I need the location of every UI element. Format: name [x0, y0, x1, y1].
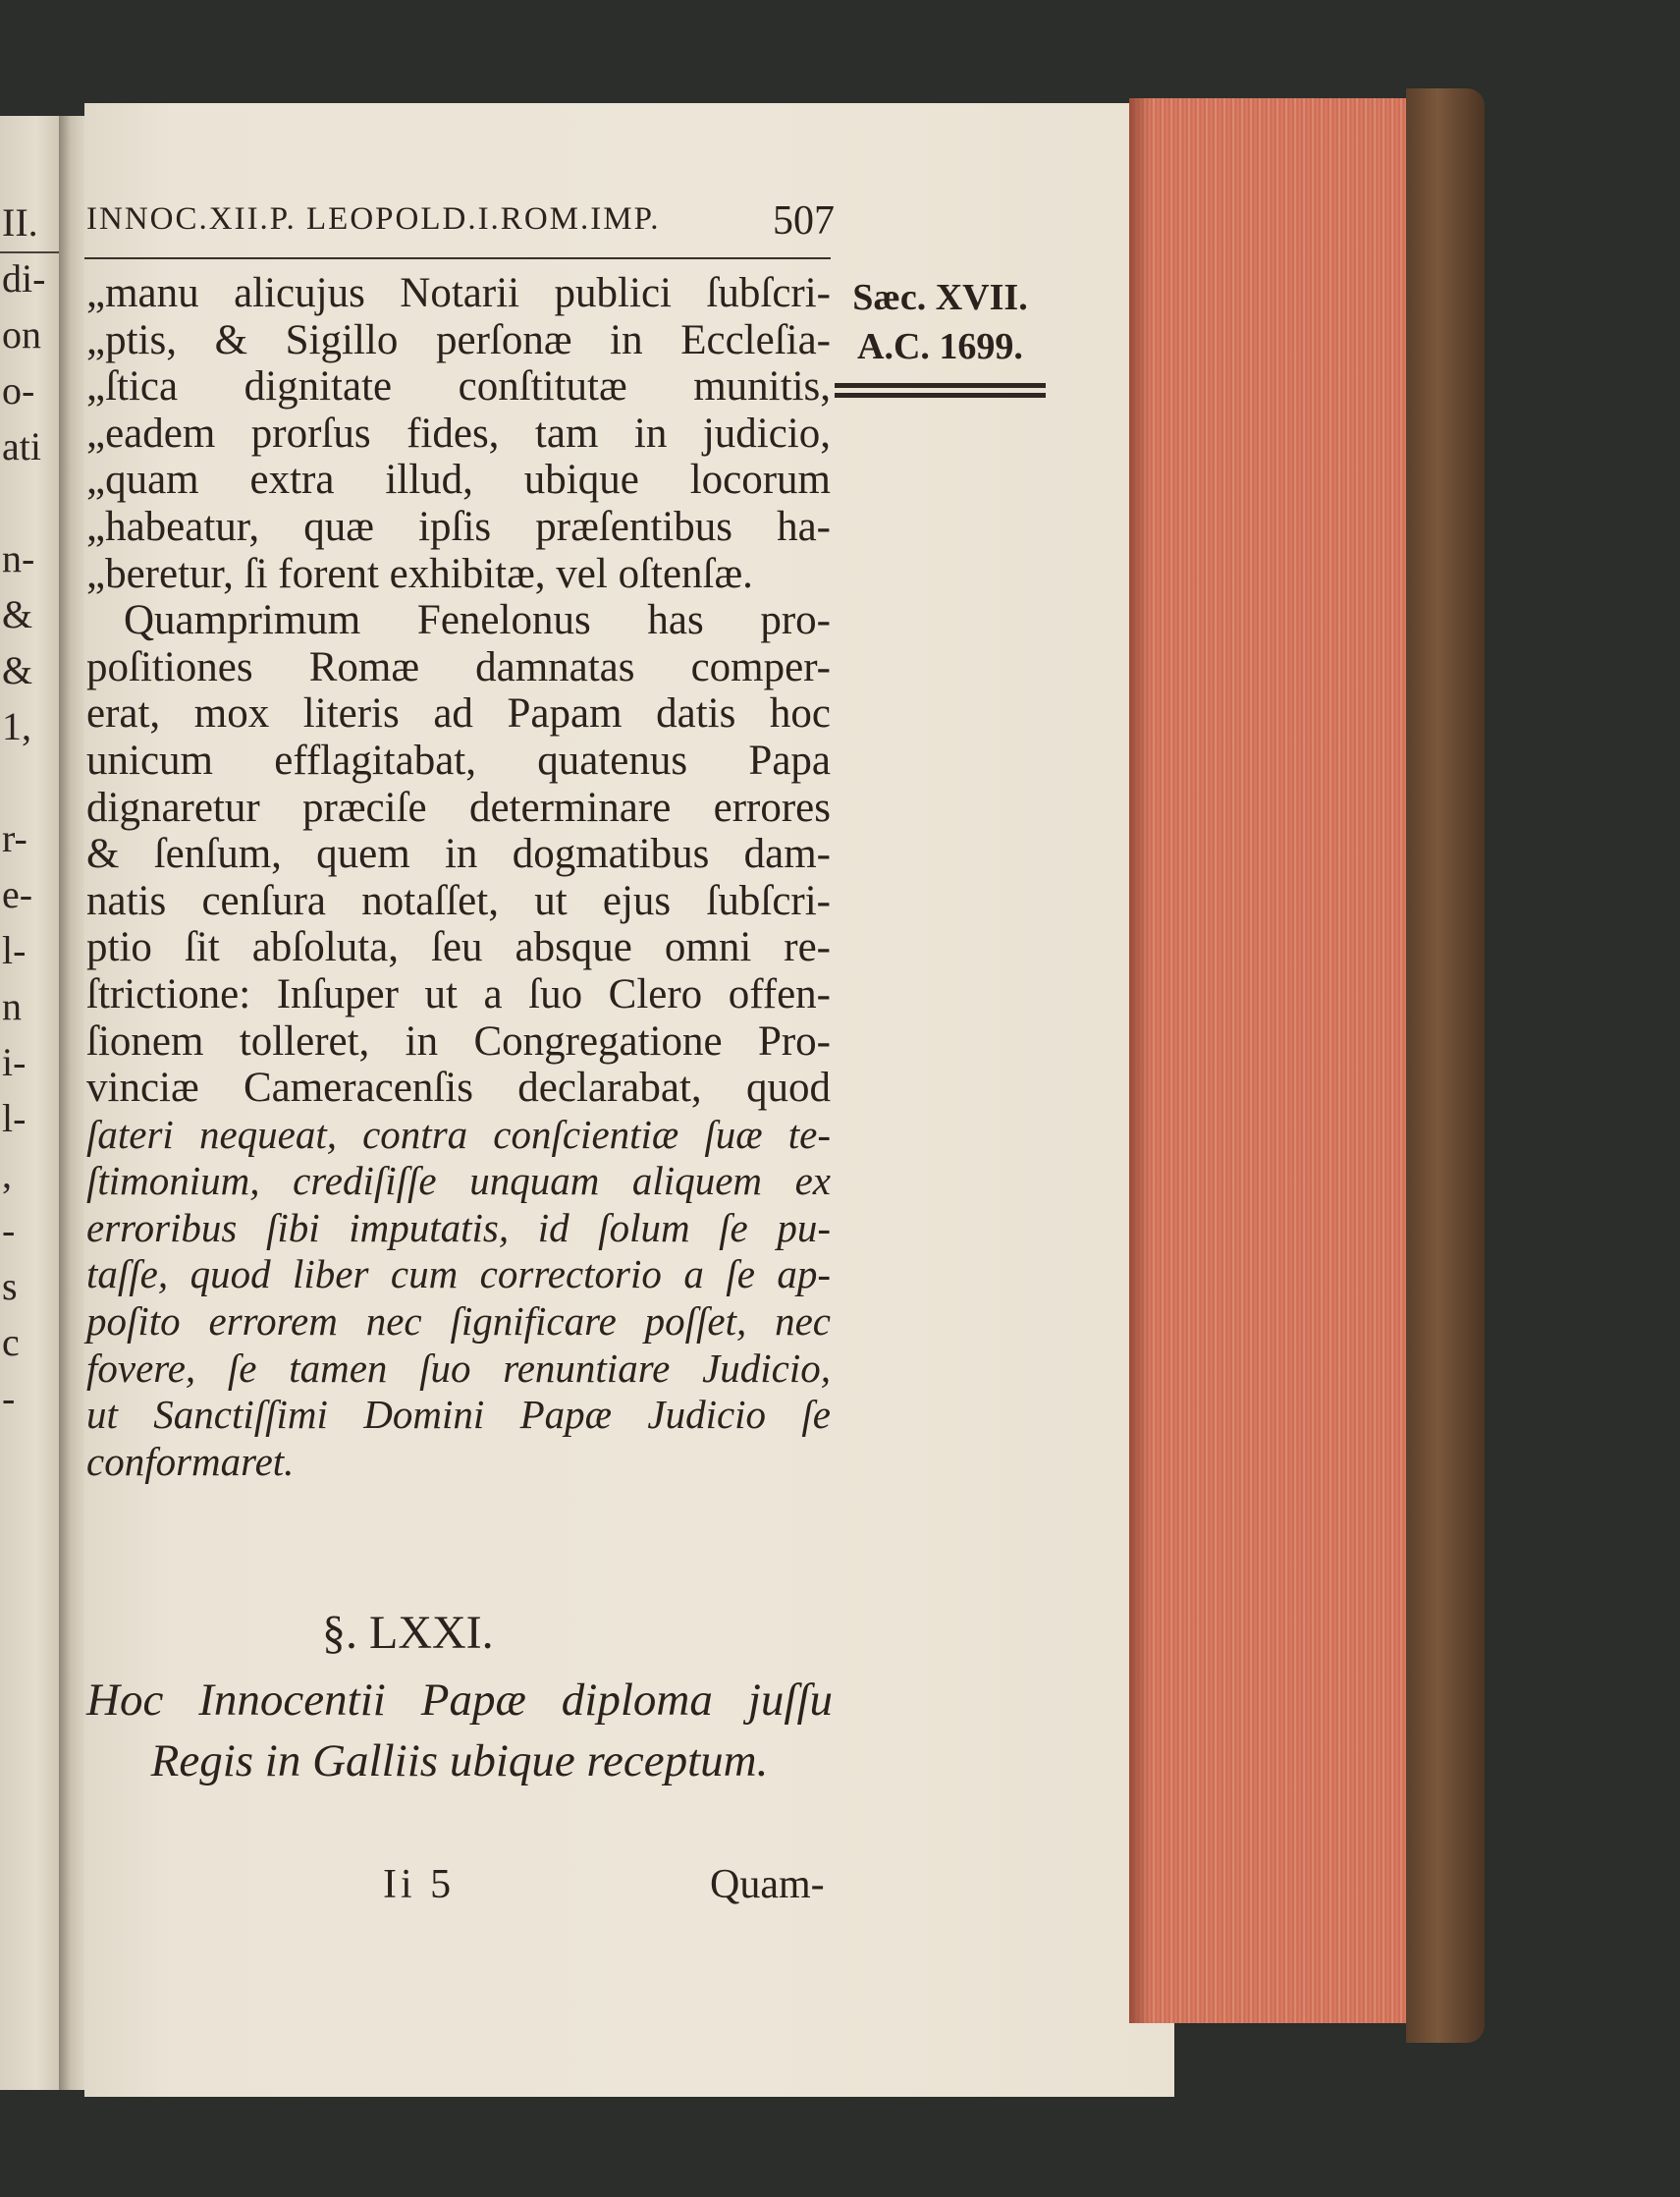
- section-title: [86, 1670, 833, 1791]
- facing-page-fragment: [2, 754, 61, 810]
- facing-page-edge: [0, 116, 61, 2090]
- facing-page-fragment: n-: [2, 536, 35, 580]
- page-header: [86, 198, 835, 250]
- leather-cover-edge: [1406, 88, 1485, 2043]
- text-line: „ſtica dignitate conſtitutæ munitis,: [86, 363, 831, 411]
- facing-page-fragment: -: [2, 1208, 16, 1252]
- text-line: „beretur, ſi forent exhibitæ, vel oſtenſæ.: [86, 550, 753, 597]
- section-number: §. LXXI.: [322, 1607, 494, 1659]
- facing-page-fragment: &: [2, 648, 33, 692]
- text-line: taſſe, quod liber cum correctorio a ſe ap-: [86, 1251, 831, 1297]
- facing-page-fragment: &: [2, 592, 33, 636]
- facing-page-text-fragments: [2, 194, 61, 1426]
- text-line: & ſenſum, quem in dogmatibus dam-: [86, 831, 831, 878]
- text-line: dignaretur præciſe determinare errores: [86, 784, 831, 831]
- facing-page-fragment: e-: [2, 872, 33, 916]
- text-line: poſitiones Romæ damnatas comper-: [86, 643, 831, 690]
- body-text: [86, 270, 831, 1485]
- text-line: ſtrictione: Inſuper ut a ſuo Clero offen-: [86, 970, 831, 1017]
- text-line: ſionem tolleret, in Congregatione Pro-: [86, 1017, 831, 1065]
- text-line: ſtimonium, crediſiſſe unquam aliquem ex: [86, 1158, 831, 1204]
- margin-note-year: A.C. 1699.: [857, 326, 1023, 367]
- facing-page-fragment: n: [2, 984, 22, 1028]
- facing-page-fragment: s: [2, 1264, 18, 1308]
- text-line: „eadem prorſus fides, tam in judicio,: [86, 410, 831, 457]
- section-title-line: Regis in Galliis ubique receptum.: [150, 1735, 769, 1786]
- margin-note-rule-2: [835, 393, 1046, 398]
- facing-page-fragment: c: [2, 1320, 20, 1364]
- facing-page-fragment: -: [2, 1376, 16, 1420]
- facing-page-fragment: ,: [2, 1152, 12, 1196]
- margin-date-note: [830, 273, 1051, 371]
- running-head: INNOC.XII.P. LEOPOLD.I.ROM.IMP.: [86, 201, 661, 237]
- facing-page-fragment: r-: [2, 816, 27, 860]
- text-line: Quamprimum Fenelonus has pro-: [124, 597, 831, 644]
- signature-mark: Ii 5: [383, 1862, 456, 1907]
- text-line: „ptis, & Sigillo perſonæ in Eccleſia-: [86, 316, 831, 363]
- header-rule: [84, 257, 831, 259]
- catchword: Quam-: [710, 1862, 825, 1907]
- text-line: fovere, ſe tamen ſuo renuntiare Judicio,: [86, 1345, 831, 1391]
- margin-note-century: Sæc. XVII.: [852, 277, 1028, 318]
- text-line: erat, mox literis ad Papam datis hoc: [86, 690, 831, 738]
- text-line: conformaret.: [86, 1438, 295, 1484]
- text-line: „quam extra illud, ubique locorum: [86, 457, 831, 504]
- text-line: natis cenſura notaſſet, ut ejus ſubſcri-: [86, 877, 831, 924]
- margin-note-rule-1: [835, 383, 1046, 388]
- text-line: unicum efflagitabat, quatenus Papa: [86, 737, 831, 784]
- facing-page-fragment: i-: [2, 1040, 27, 1084]
- text-line: „manu alicujus Notarii publici ſubſcri-: [86, 270, 831, 316]
- facing-page-fragment: ati: [2, 424, 41, 468]
- text-line: „habeatur, quæ ipſis præſentibus ha-: [86, 503, 831, 550]
- text-line: vinciæ Cameracenſis declarabat, quod: [86, 1065, 831, 1112]
- page-edge-shadow: [1129, 98, 1151, 2023]
- text-line: poſito errorem nec ſignificare poſſet, nec: [86, 1298, 831, 1345]
- facing-page-fragment: II.: [2, 200, 38, 245]
- page-number: 507: [773, 198, 835, 244]
- facing-page-fragment: on: [2, 312, 41, 357]
- section-title-line: Hoc Innocentii Papæ diploma juſſu: [86, 1675, 833, 1726]
- red-sprinkled-page-edges: [1129, 98, 1415, 2023]
- text-line: erroribus ſibi imputatis, id ſolum ſe pu-: [86, 1204, 831, 1250]
- text-line: ptio ſit abſoluta, ſeu absque omni re-: [86, 924, 831, 971]
- text-line: ut Sanctiſſimi Domini Papæ Judicio ſe: [86, 1392, 831, 1438]
- facing-page-fragment: di-: [2, 256, 46, 301]
- facing-page-fragment: 1,: [2, 704, 31, 748]
- facing-page-fragment: l-: [2, 1096, 27, 1140]
- facing-page-fragment: l-: [2, 928, 27, 972]
- facing-page-fragment: [2, 474, 61, 530]
- text-line: ſateri nequeat, contra conſcientiæ ſuæ te-: [86, 1111, 831, 1157]
- facing-page-fragment: o-: [2, 368, 35, 412]
